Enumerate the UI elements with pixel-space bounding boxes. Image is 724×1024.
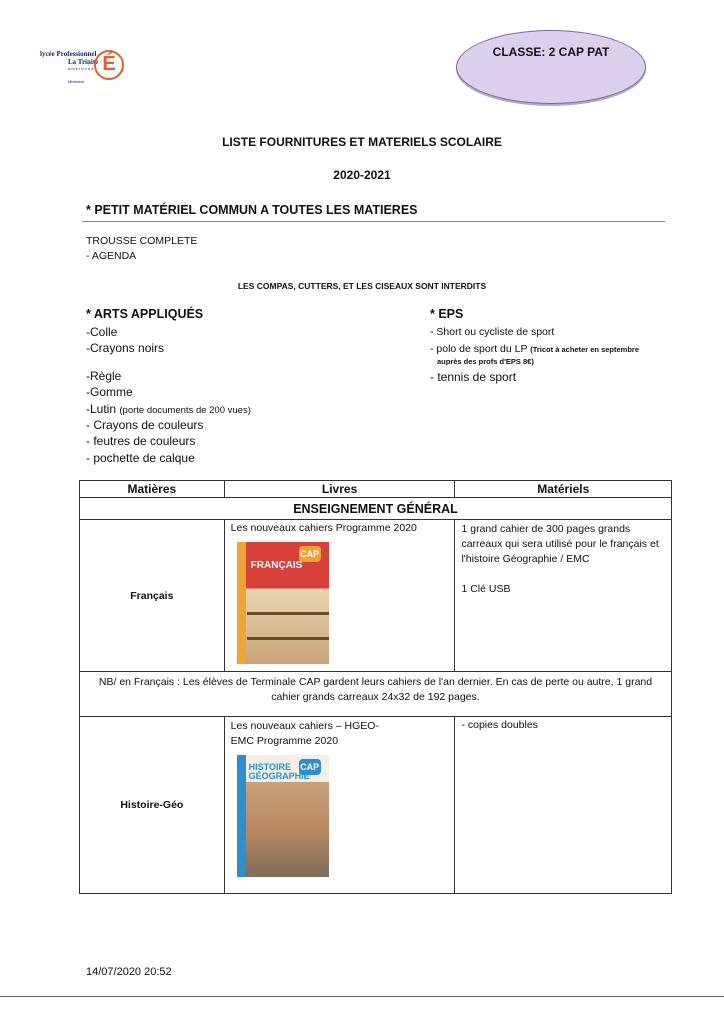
materials-histoire-geo-copies: - copies doubles (461, 719, 538, 731)
section-enseignement-general: ENSEIGNEMENT GÉNÉRAL (80, 498, 672, 520)
footer-divider (0, 996, 724, 997)
cover-spine (237, 755, 246, 877)
col-header-materiels: Matériels (455, 481, 672, 498)
eps-heading: * EPS (430, 307, 464, 321)
forbidden-items-warning: LES COMPAS, CUTTERS, ET LES CISEAUX SONT INTERDITS (237, 281, 487, 291)
logo-line-2: La Trinité (68, 58, 99, 66)
school-logo (40, 50, 124, 122)
common-item-agenda: - AGENDA (86, 250, 137, 262)
logo-line-1: lycée Professionnel (40, 50, 97, 58)
materials-cell-histoire-geo (455, 717, 672, 894)
book-title-francais: Les nouveaux cahiers Programme 2020 (230, 522, 417, 534)
arts-lutin-note: (porte documents de 200 vues) (119, 405, 251, 416)
subject-francais: Français (80, 520, 225, 672)
book-title-histoire-geo: Les nouveaux cahiers – HGEO-EMC Programme 2020 (230, 720, 379, 747)
logo-e-mark: É (94, 50, 124, 80)
class-badge (456, 30, 646, 104)
eps-item-short: - Short ou cycliste de sport (430, 326, 555, 338)
materials-francais-cahier: 1 grand cahier de 300 pages grands carreaux qui sera utilisé pour le français et l'histoire Géographie / EMC (461, 523, 659, 565)
eps-item-tennis: - tennis de sport (430, 370, 517, 384)
arts-lutin-label: -Lutin (86, 402, 117, 416)
col-header-livres: Livres (224, 481, 455, 498)
book-cover-histoire-geo (237, 755, 329, 877)
cover-title-line-2: GÉOGRAPHIE (248, 771, 310, 781)
subject-histoire-geo: Histoire-Géo (80, 717, 225, 894)
supplies-table (79, 480, 672, 894)
common-item-trousse: TROUSSE COMPLETE (86, 235, 198, 247)
eps-polo-note: (Tricot à acheter en septembre (530, 345, 640, 354)
materials-cell-francais (455, 520, 672, 672)
logo-line-3: a m é t h o d e (68, 66, 94, 71)
table-row (80, 717, 672, 894)
francais-note: NB/ en Français : Les élèves de Terminale CAP gardent leurs cahiers de l'an dernier. En cas de perte ou autre, 1 grand cahier grands carreaux 24x32 de 192 pages. (80, 672, 672, 717)
arts-item-colle: -Colle (86, 325, 118, 339)
book-cell-francais (224, 520, 455, 672)
common-supplies-heading: * PETIT MATÉRIEL COMMUN A TOUTES LES MATIERES (86, 203, 418, 217)
cover-spine (237, 542, 246, 664)
cover-cap-badge: CAP (299, 759, 321, 775)
cover-shelf (247, 637, 329, 640)
cover-title: FRANÇAIS (250, 560, 303, 571)
document-title: LISTE FOURNITURES ET MATERIELS SCOLAIRE (222, 135, 502, 149)
section-row (80, 498, 672, 520)
school-year: 2020-2021 (333, 168, 391, 182)
col-header-matieres: Matières (80, 481, 225, 498)
logo-line-4: Ministère (68, 79, 85, 84)
eps-polo-label: - polo de sport du LP (430, 343, 528, 355)
table-header-row (80, 481, 672, 498)
arts-heading: * ARTS APPLIQUÉS (86, 307, 204, 321)
materials-francais-usb: 1 Clé USB (461, 583, 511, 595)
arts-item-crayons-couleurs: - Crayons de couleurs (86, 418, 204, 432)
arts-item-calque: - pochette de calque (86, 451, 195, 465)
eps-polo-note-2: auprès des profs d'EPS 8€) (437, 357, 534, 366)
cover-cap-badge: CAP (299, 546, 321, 562)
class-badge-label: CLASSE: 2 CAP PAT (492, 45, 610, 59)
footer-timestamp: 14/07/2020 20:52 (86, 966, 172, 978)
cover-shelf (247, 612, 329, 615)
cover-title-line-1: HISTOIRE (248, 762, 292, 772)
section-divider (82, 221, 665, 222)
arts-item-crayons-noirs: -Crayons noirs (86, 341, 165, 355)
arts-item-feutres: - feutres de couleurs (86, 434, 196, 448)
note-row (80, 672, 672, 717)
eps-item-polo (430, 343, 639, 355)
cover-title (249, 763, 310, 781)
arts-item-regle: -Règle (86, 369, 122, 383)
table-row (80, 520, 672, 672)
book-cell-histoire-geo (224, 717, 455, 894)
book-cover-francais (237, 542, 329, 664)
arts-item-gomme: -Gomme (86, 385, 133, 399)
